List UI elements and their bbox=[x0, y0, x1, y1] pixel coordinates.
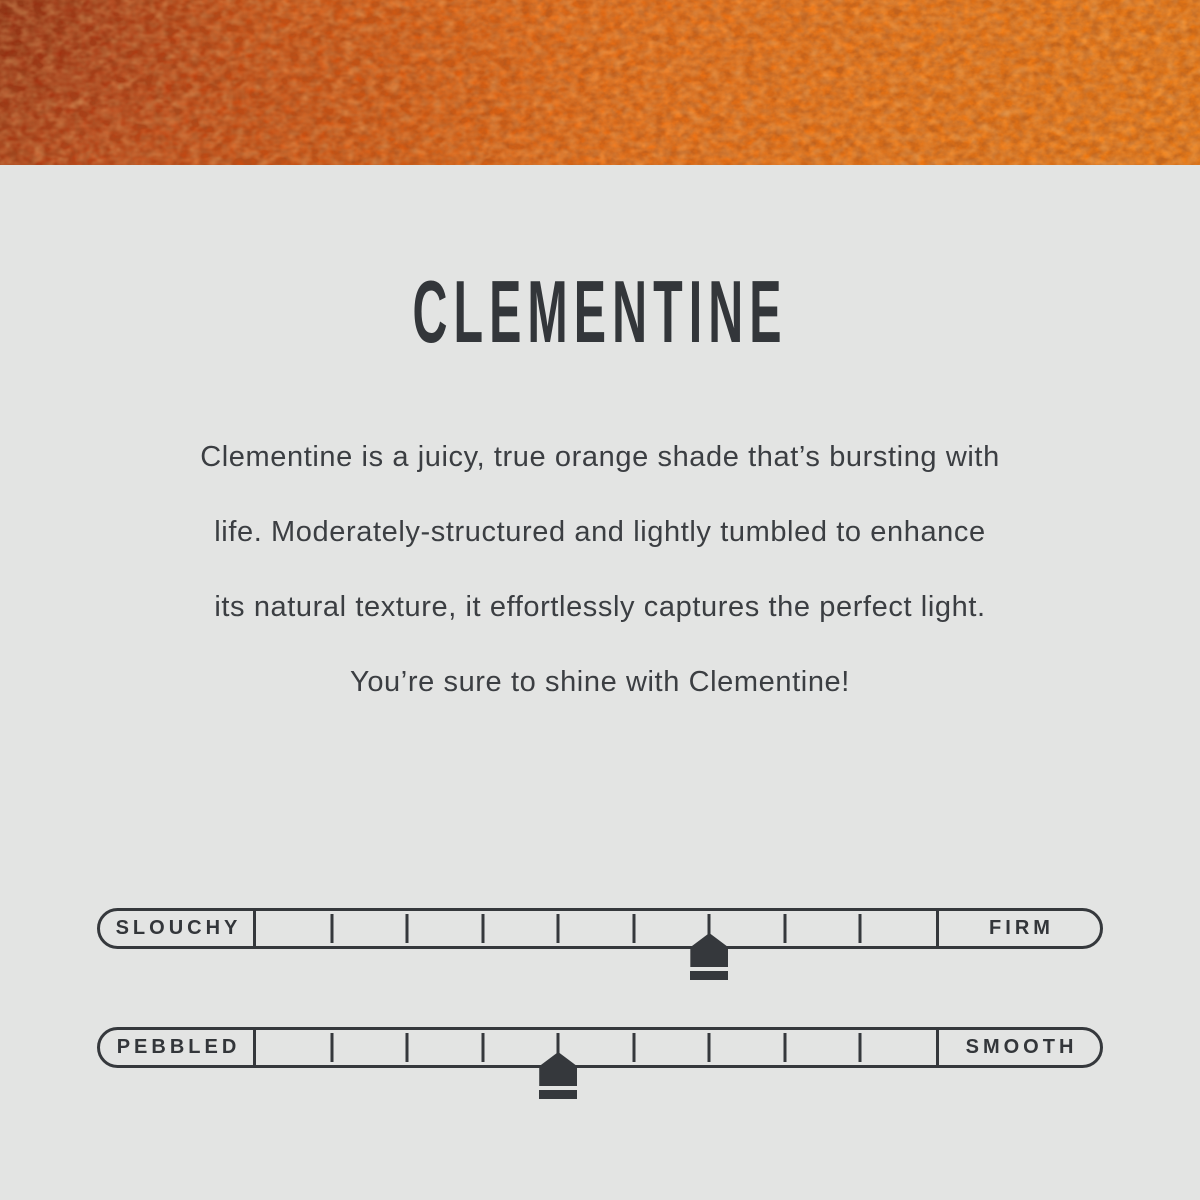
color-description bbox=[0, 420, 1200, 720]
scale-tick bbox=[557, 914, 560, 943]
scale-tick bbox=[783, 1033, 786, 1062]
description-line: life. Moderately-structured and lightly tumbled to enhance bbox=[214, 516, 986, 548]
title-row bbox=[0, 262, 1200, 361]
description-line: its natural texture, it effortlessly captures the perfect light. bbox=[214, 591, 986, 623]
scale-tick bbox=[330, 1033, 333, 1062]
scale-tick bbox=[859, 1033, 862, 1062]
scale-left-label: PEBBLED bbox=[116, 1036, 241, 1058]
marker-base-strip bbox=[539, 1090, 577, 1099]
scale-tick bbox=[632, 1033, 635, 1062]
scale-tick bbox=[481, 914, 484, 943]
description-line: You’re sure to shine with Clementine! bbox=[350, 666, 850, 698]
scale-right-section bbox=[936, 911, 1100, 946]
firmness-scale bbox=[97, 908, 1103, 949]
scale-tick bbox=[632, 914, 635, 943]
scale-tick bbox=[330, 914, 333, 943]
color-name-title: CLEMENTINE bbox=[412, 262, 788, 361]
firmness-marker-icon bbox=[690, 933, 728, 980]
scale-left-section bbox=[100, 1030, 256, 1065]
leather-texture-swatch bbox=[0, 0, 1200, 165]
scale-right-section bbox=[936, 1030, 1100, 1065]
marker-pin-shape bbox=[539, 1052, 577, 1086]
scale-left-label: SLOUCHY bbox=[115, 917, 242, 939]
scale-tick bbox=[708, 1033, 711, 1062]
description-line: Clementine is a juicy, true orange shade that’s bursting with bbox=[200, 441, 1000, 473]
texture-scale bbox=[97, 1027, 1103, 1068]
scale-tick bbox=[406, 1033, 409, 1062]
scale-tick bbox=[481, 1033, 484, 1062]
marker-base-strip bbox=[690, 971, 728, 980]
scale-tick bbox=[859, 914, 862, 943]
marker-pin-shape bbox=[690, 933, 728, 967]
texture-marker-icon bbox=[539, 1052, 577, 1099]
leather-grain-overlay bbox=[0, 0, 1200, 165]
scale-tick bbox=[406, 914, 409, 943]
scale-track bbox=[256, 911, 936, 946]
scale-left-section bbox=[100, 911, 256, 946]
scale-right-label: FIRM bbox=[989, 917, 1054, 939]
scale-track bbox=[256, 1030, 936, 1065]
scale-tick bbox=[783, 914, 786, 943]
scale-right-label: SMOOTH bbox=[965, 1036, 1078, 1058]
